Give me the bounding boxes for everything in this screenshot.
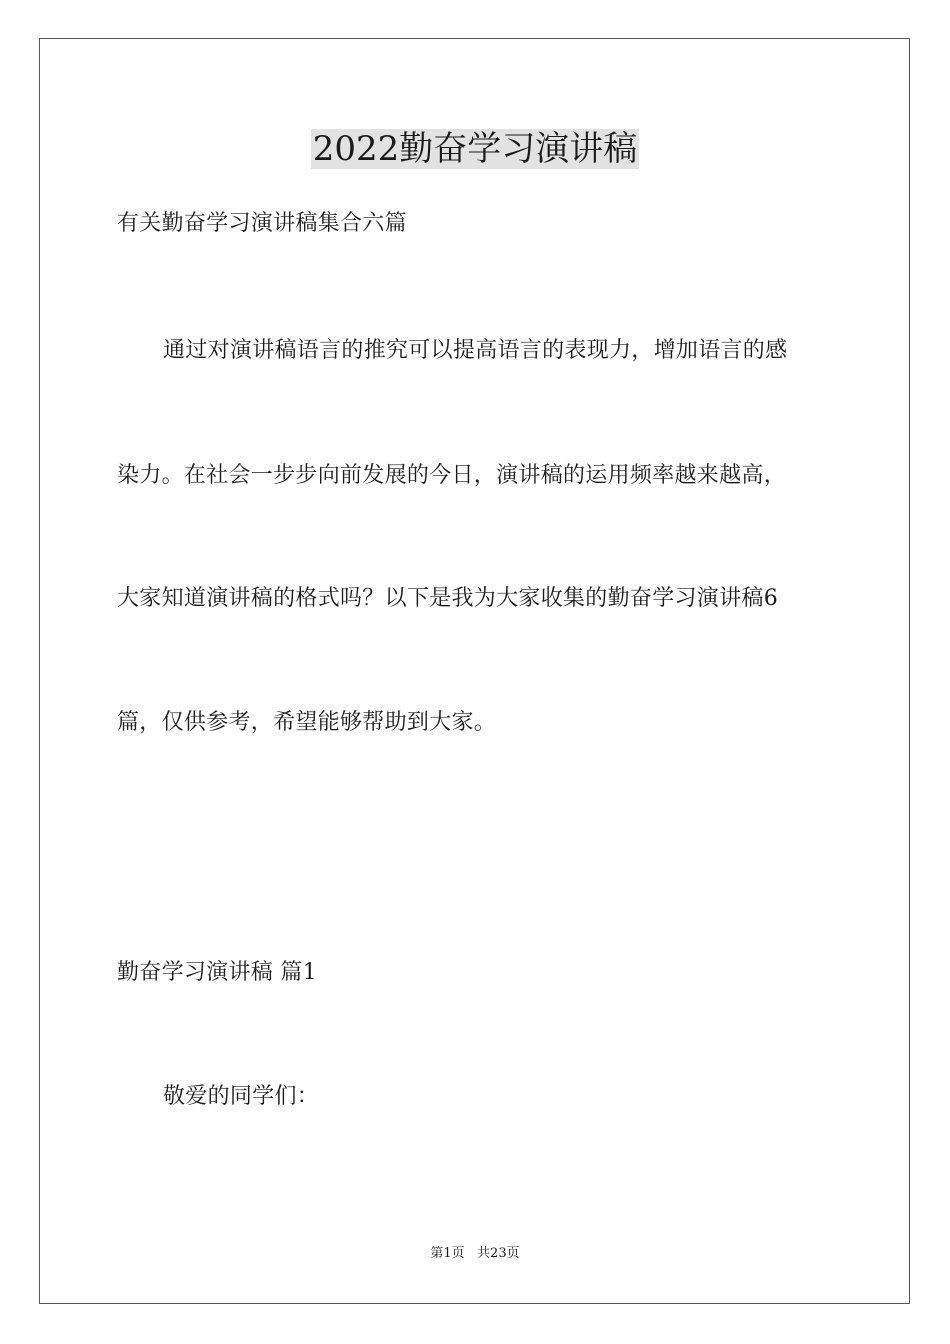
intro-paragraph-line: 染力。在社会一步步向前发展的今日，演讲稿的运用频率越来越高，	[117, 463, 787, 488]
document-title-text: 2022勤奋学习演讲稿	[312, 129, 638, 169]
intro-paragraph-line: 篇，仅供参考，希望能够帮助到大家。	[117, 710, 497, 735]
section-heading: 勤奋学习演讲稿 篇1	[117, 960, 317, 985]
page-number-footer: 第1页 共23页	[430, 1246, 520, 1261]
intro-paragraph-line: 大家知道演讲稿的格式吗？以下是我为大家收集的勤奋学习演讲稿6	[117, 586, 778, 611]
document-title	[0, 127, 950, 171]
greeting-line: 敬爱的同学们：	[163, 1084, 320, 1109]
intro-paragraph-line: 通过对演讲稿语言的推究可以提高语言的表现力，增加语言的感	[163, 338, 788, 363]
document-subtitle: 有关勤奋学习演讲稿集合六篇	[117, 211, 407, 236]
